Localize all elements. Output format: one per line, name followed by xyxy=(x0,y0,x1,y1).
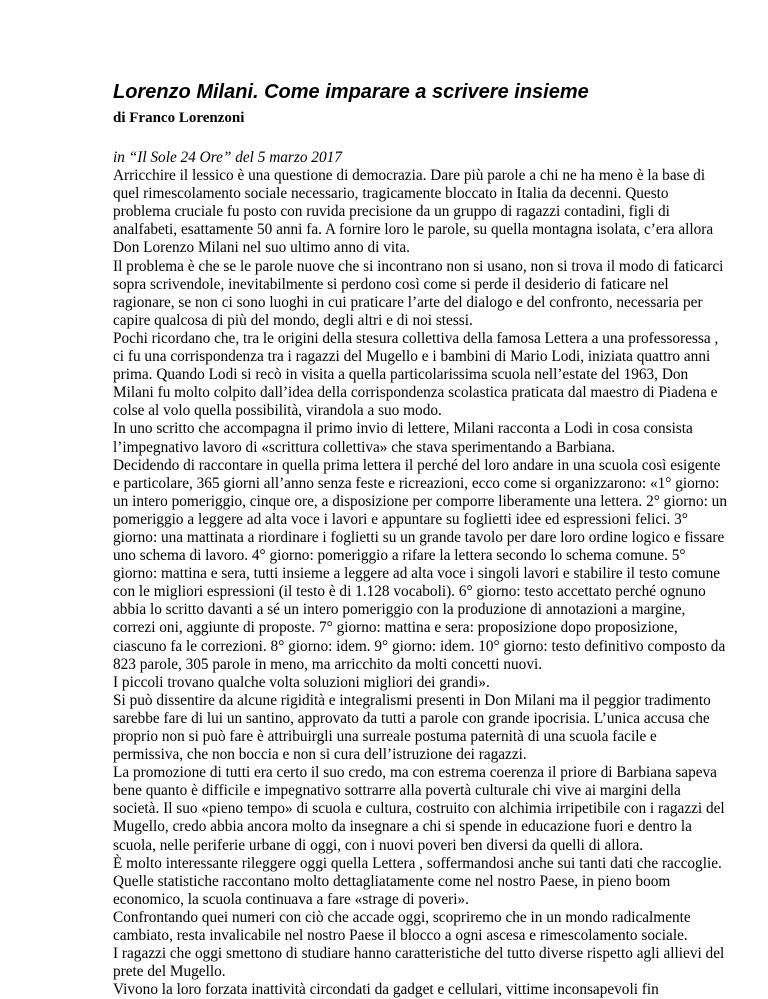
body-line: con le migliori espressioni (il testo è di 1.128 vocaboli). 6° giorno: testo accettato perché ognuno xyxy=(113,583,706,601)
body-line: Don Lorenzo Milani nel suo ultimo anno di vita. xyxy=(113,239,410,257)
body-line: I ragazzi che oggi smettono di studiare hanno caratteristiche del tutto diverse rispetto agli allievi del xyxy=(113,945,725,963)
body-line: Pochi ricordano che, tra le origini della stesura collettiva della famosa Lettera a una professoressa , xyxy=(113,329,719,347)
article-body xyxy=(113,149,733,999)
body-line: analfabeti, esattamente 50 anni fa. A fornire loro le parole, su quella montagna isolata, c’era allora xyxy=(113,221,714,239)
body-line: l’impegnativo lavoro di «scrittura collettiva» che stava sperimentando a Barbiana. xyxy=(113,438,616,456)
body-line: scuola, nelle periferie urbane di oggi, con i nuovi poveri ben diversi da quelli di allora. xyxy=(113,836,644,854)
body-line: Milani fu molto colpito dall’idea della corrispondenza scolastica praticata dal maestro di Piadena e xyxy=(113,384,718,402)
body-line: Mugello, credo abbia ancora molto da insegnare a chi si spende in educazione fuori e dentro la xyxy=(113,818,692,836)
body-line: economico, la scuola continuava a fare «strage di poveri». xyxy=(113,890,469,908)
body-line: cambiato, resta invalicabile nel nostro Paese il blocco a ogni ascesa e rimescolamento sociale. xyxy=(113,927,688,945)
body-line: correzi oni, aggiunte di proposte. 7° giorno: mattina e sera: proposizione dopo proposizione, xyxy=(113,619,678,637)
body-line: Vivono la loro forzata inattività circondati da gadget e cellulari, vittime inconsapevoli fin xyxy=(113,981,659,999)
body-line: pomeriggio a leggere ad alta voce i lavori e appuntare su foglietti idee ed espressioni felici. 3° xyxy=(113,510,688,528)
body-line: giorno: mattina e sera, tutti insieme a leggere ad alta voce i singoli lavori e stabilire il testo comune xyxy=(113,565,721,583)
body-line: sopra scrivendole, inevitabilmente si perdono così come si perde il desiderio di faticare nel xyxy=(113,275,669,293)
body-line: La promozione di tutti era certo il suo credo, ma con estrema coerenza il priore di Barbiana sapeva xyxy=(113,764,717,782)
body-line: Confrontando quei numeri con ciò che accade oggi, scopriremo che in un mondo radicalmente xyxy=(113,908,691,926)
body-line: colse al volo quella possibilità, virandola a suo modo. xyxy=(113,402,442,420)
body-line: ci fu una corrispondenza tra i ragazzi del Mugello e i bambini di Mario Lodi, iniziata quattro anni xyxy=(113,348,711,366)
body-line: I piccoli trovano qualche volta soluzioni migliori dei grandi». xyxy=(113,673,490,691)
body-line: ragionare, se non ci sono luoghi in cui praticare l’arte del dialogo e del confronto, necessaria per xyxy=(113,293,703,311)
article-title: Lorenzo Milani. Come imparare a scrivere insieme xyxy=(113,81,589,103)
body-line: società. Il suo «pieno tempo» di scuola e cultura, costruito con alchimia irripetibile con i ragazzi del xyxy=(113,800,725,818)
body-line: proprio non si può fare è attribuirgli una surreale postuma paternità di una scuola facile e xyxy=(113,728,657,745)
body-line: capire qualcosa di più del mondo, degli altri e di noi stessi. xyxy=(113,311,473,329)
body-line: 823 parole, 305 parole in meno, ma arricchito da molti concetti nuovi. xyxy=(113,655,543,673)
body-line: prima. Quando Lodi si recò in visita a quella particolarissima scuola nell’estate del 1963, Don xyxy=(113,366,689,384)
body-line: ciascuno fa le correzioni. 8° giorno: idem. 9° giorno: idem. 10° giorno: testo definitivo composto da xyxy=(113,637,726,655)
body-line: un intero pomeriggio, cinque ore, a disposizione per comporre liberamente una lettera. 2° giorno: un xyxy=(113,492,727,510)
body-line: abbia lo scritto davanti a sé un intero pomeriggio con la produzione di annotazioni a margine, xyxy=(113,601,686,619)
body-line: Decidendo di raccontare in quella prima lettera il perché del loro andare in una scuola così esigente xyxy=(113,456,721,474)
article-paragraphs xyxy=(113,167,733,999)
body-line: bene quanto è difficile e impegnativo sottrarre alla povertà culturale chi vive ai margini della xyxy=(113,782,681,800)
body-line: giorno: una mattinata a riordinare i foglietti su un grande tavolo per dare loro ordine logico e fissare xyxy=(113,528,725,546)
body-line: In uno scritto che accompagna il primo invio di lettere, Milani racconta a Lodi in cosa consista xyxy=(113,420,693,438)
body-line: Arricchire il lessico è una questione di democrazia. Dare più parole a chi ne ha meno è la base di xyxy=(113,167,706,185)
body-line: quel rimescolamento sociale necessario, tragicamente bloccato in Italia da decenni. Questo xyxy=(113,185,669,203)
body-line: Si può dissentire da alcune rigidità e integralismi presenti in Don Milani ma il peggior tradimento xyxy=(113,691,711,709)
body-line: sarebbe fare di lui un santino, approvato da tutti a parole con grande ipocrisia. L’unica accusa che xyxy=(113,709,710,727)
body-line: permissiva, che non boccia e non si cura dell’istruzione dei ragazzi. xyxy=(113,746,527,764)
body-line: prete del Mugello. xyxy=(113,963,226,981)
body-line: Il problema è che se le parole nuove che si incontrano non si usano, non si trova il modo di faticarci xyxy=(113,257,724,275)
body-line: e particolare, 365 giorni all’anno senza feste e ricreazioni, ecco come si organizzarono: «1° giorno: xyxy=(113,474,720,492)
body-line: È molto interessante rileggere oggi quella Lettera , soffermandosi anche sui tanti dati che raccoglie. xyxy=(113,854,722,872)
body-line: problema cruciale fu posto con ruvida precisione da un gruppo di ragazzi contadini, figli di xyxy=(113,203,670,221)
article-source: in “Il Sole 24 Ore” del 5 marzo 2017 xyxy=(113,149,342,166)
body-line: uno schema di lavoro. 4° giorno: pomeriggio a rifare la lettera secondo lo schema comune. 5° xyxy=(113,547,686,565)
article-author: di Franco Lorenzoni xyxy=(113,110,245,126)
body-line: Quelle statistiche raccontano molto dettagliatamente come nel nostro Paese, in pieno boom xyxy=(113,872,671,890)
